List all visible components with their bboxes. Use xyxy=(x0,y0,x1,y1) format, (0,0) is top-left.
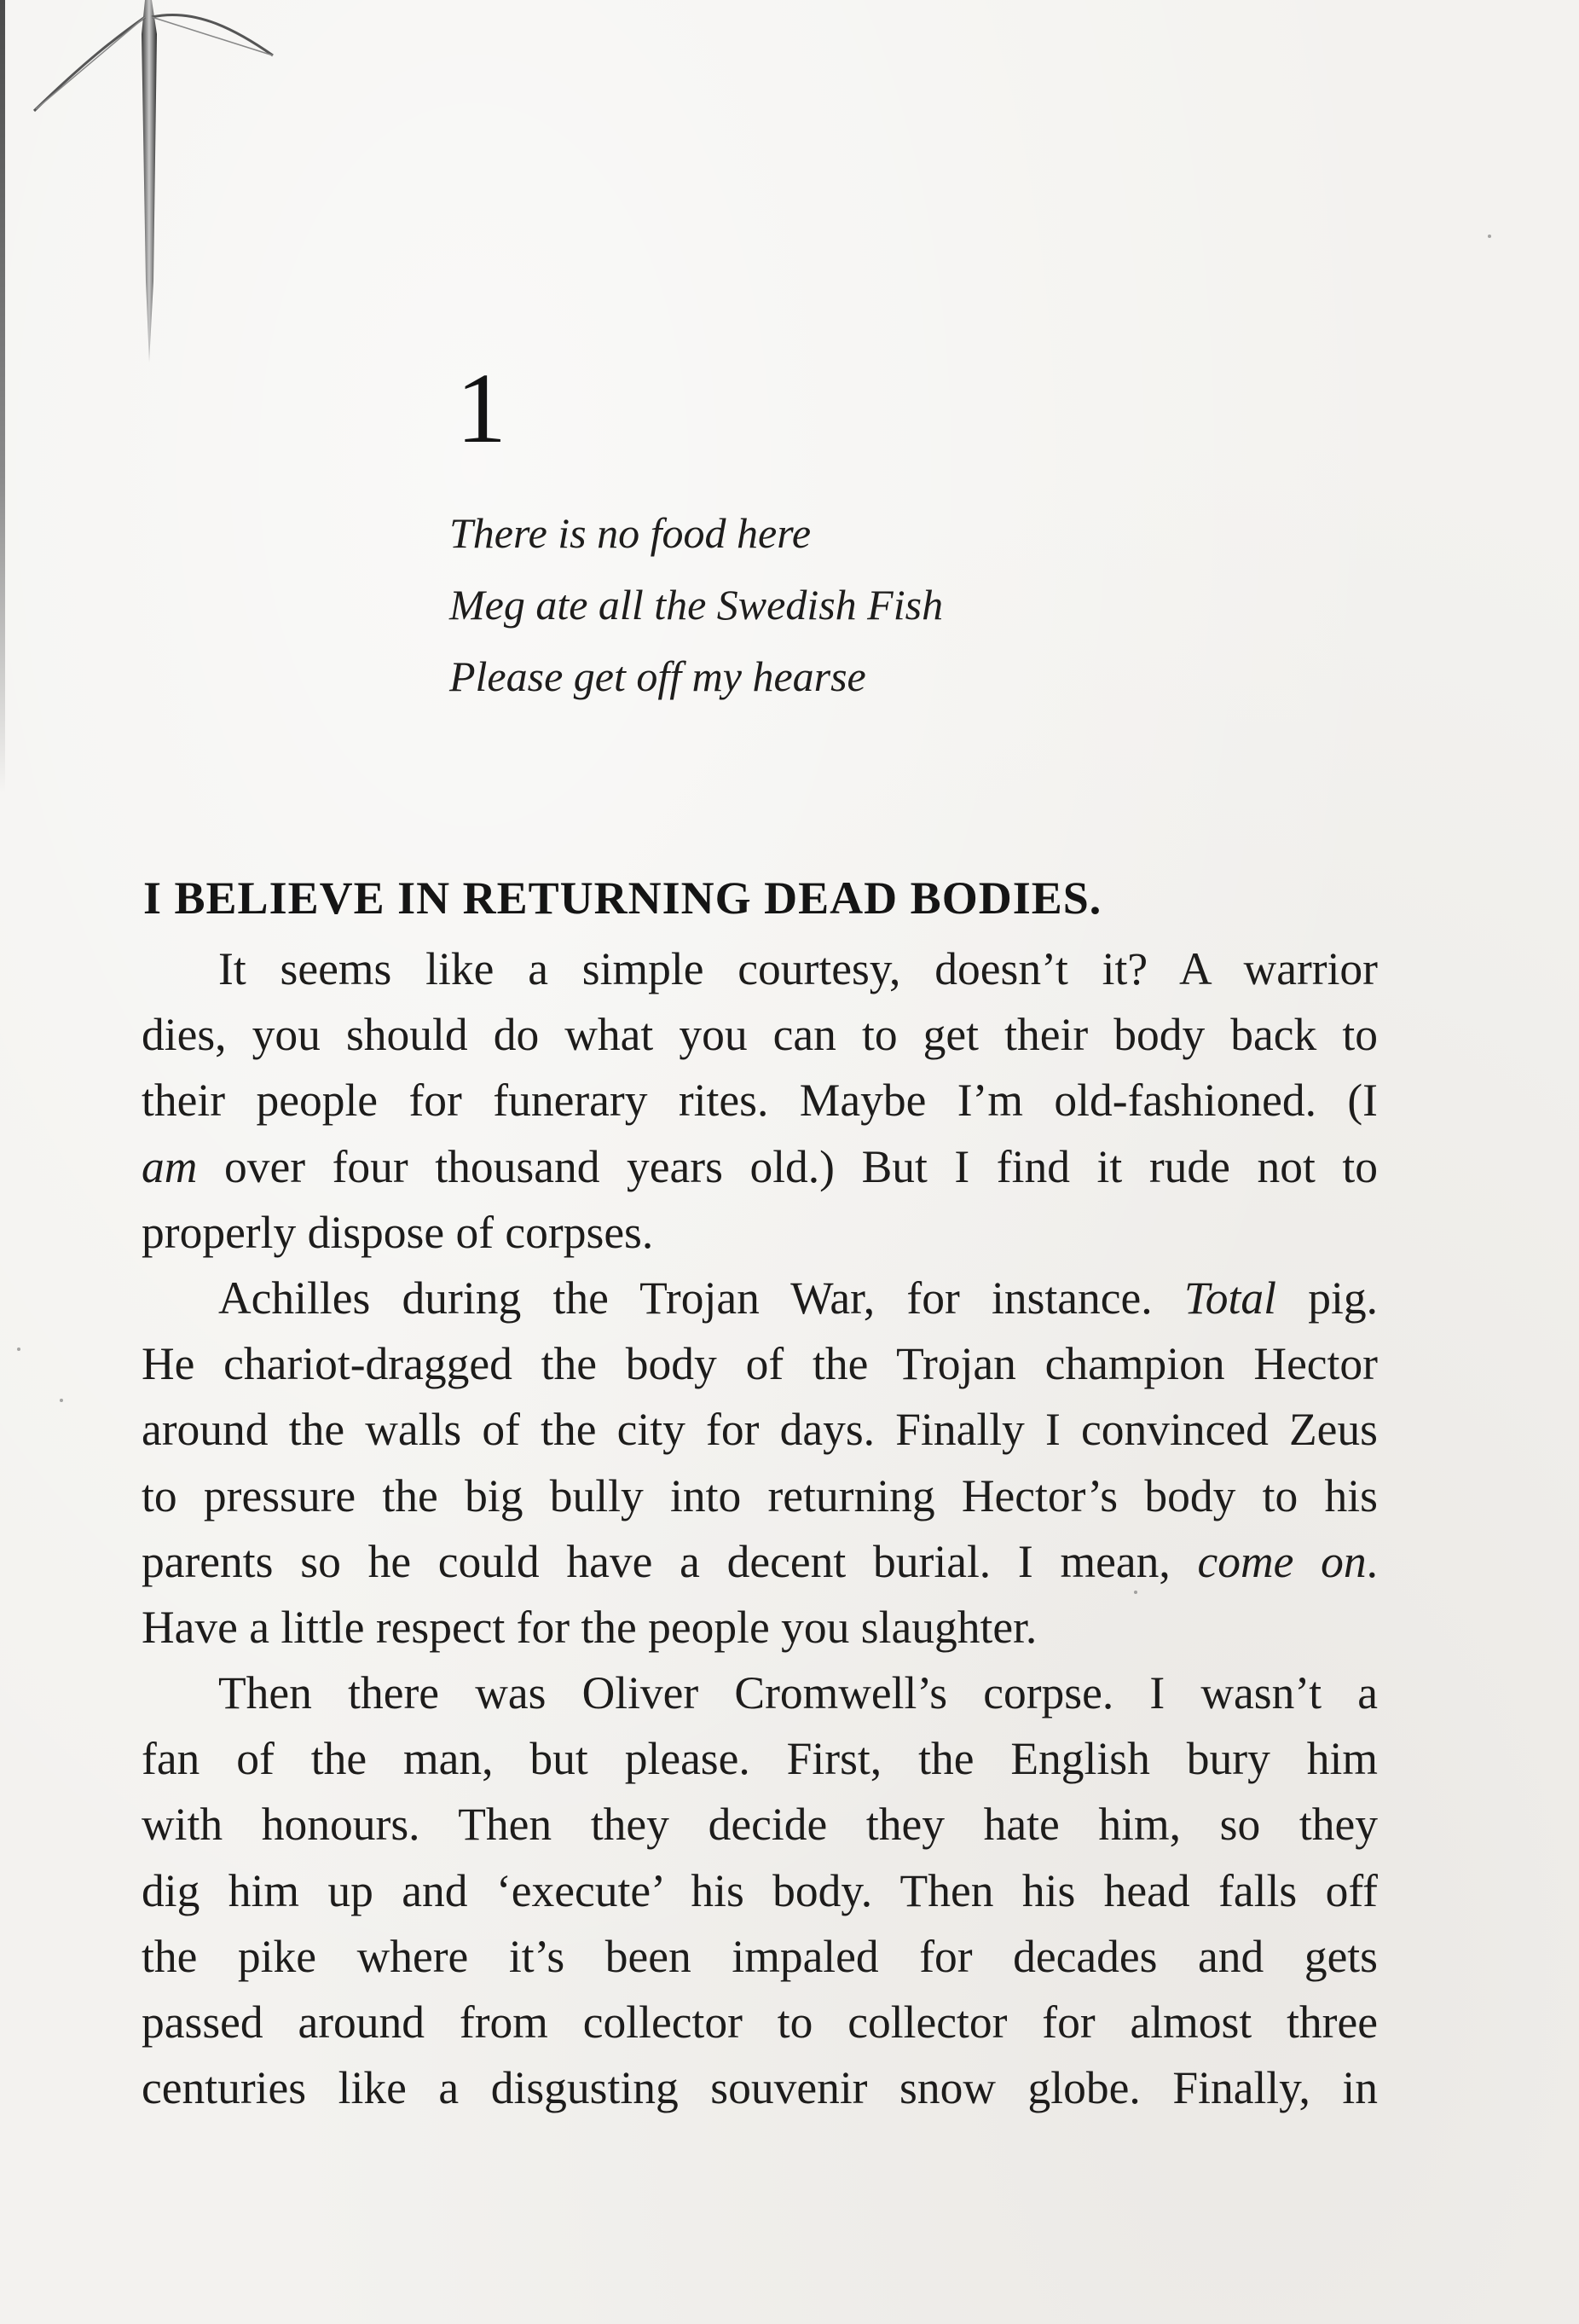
body-line: the pike where it’s been impaled for decades and gets xyxy=(142,1930,1378,1982)
body-line: their people for funerary rites. Maybe I’m old-fashioned. (I xyxy=(142,1075,1378,1127)
body-line: am over four thousand years old.) But I find it rude not to xyxy=(142,1140,1378,1192)
body-line: dig him up and ‘execute’ his body. Then his head falls off xyxy=(142,1864,1378,1916)
chapter-number: 1 xyxy=(456,352,506,464)
paper-speck xyxy=(1134,1591,1137,1594)
body-line: dies, you should do what you can to get their body back to xyxy=(142,1009,1378,1061)
body-line: Achilles during the Trojan War, for instance. Total pig. xyxy=(218,1272,1378,1324)
body-line: parents so he could have a decent burial. I mean, come on. xyxy=(142,1535,1378,1587)
epigraph-line: Meg ate all the Swedish Fish xyxy=(449,581,944,629)
body-line: around the walls of the city for days. Finally I convinced Zeus xyxy=(142,1404,1378,1456)
body-line: passed around from collector to collector for almost three xyxy=(142,1997,1378,2048)
body-line: to pressure the big bully into returning Hector’s body to his xyxy=(142,1469,1378,1521)
body-line: Then there was Oliver Cromwell’s corpse. I wasn’t a xyxy=(218,1667,1378,1719)
paper-speck xyxy=(60,1399,63,1402)
epigraph-line: There is no food here xyxy=(449,509,812,557)
body-line: He chariot-dragged the body of the Trojan champion Hector xyxy=(142,1338,1378,1390)
paper-speck xyxy=(17,1347,20,1351)
body-line: with honours. Then they decide they hate him, so they xyxy=(142,1799,1378,1851)
page-edge-shadow xyxy=(0,0,5,793)
opening-line: I BELIEVE IN RETURNING DEAD BODIES. xyxy=(143,872,1102,924)
chapter-epigraph xyxy=(449,497,943,712)
epigraph-line: Please get off my hearse xyxy=(449,652,866,700)
body-line: fan of the man, but please. First, the English bury him xyxy=(142,1733,1378,1785)
body-line: Have a little respect for the people you slaughter. xyxy=(142,1601,1038,1653)
chapter-ornament-icon xyxy=(17,0,290,375)
body-line: centuries like a disgusting souvenir snow globe. Finally, in xyxy=(142,2062,1378,2114)
chapter-body xyxy=(142,936,1378,2121)
body-line: It seems like a simple courtesy, doesn’t it? A warrior xyxy=(218,943,1378,994)
body-line: properly dispose of corpses. xyxy=(142,1206,654,1258)
paper-speck xyxy=(1488,235,1491,238)
